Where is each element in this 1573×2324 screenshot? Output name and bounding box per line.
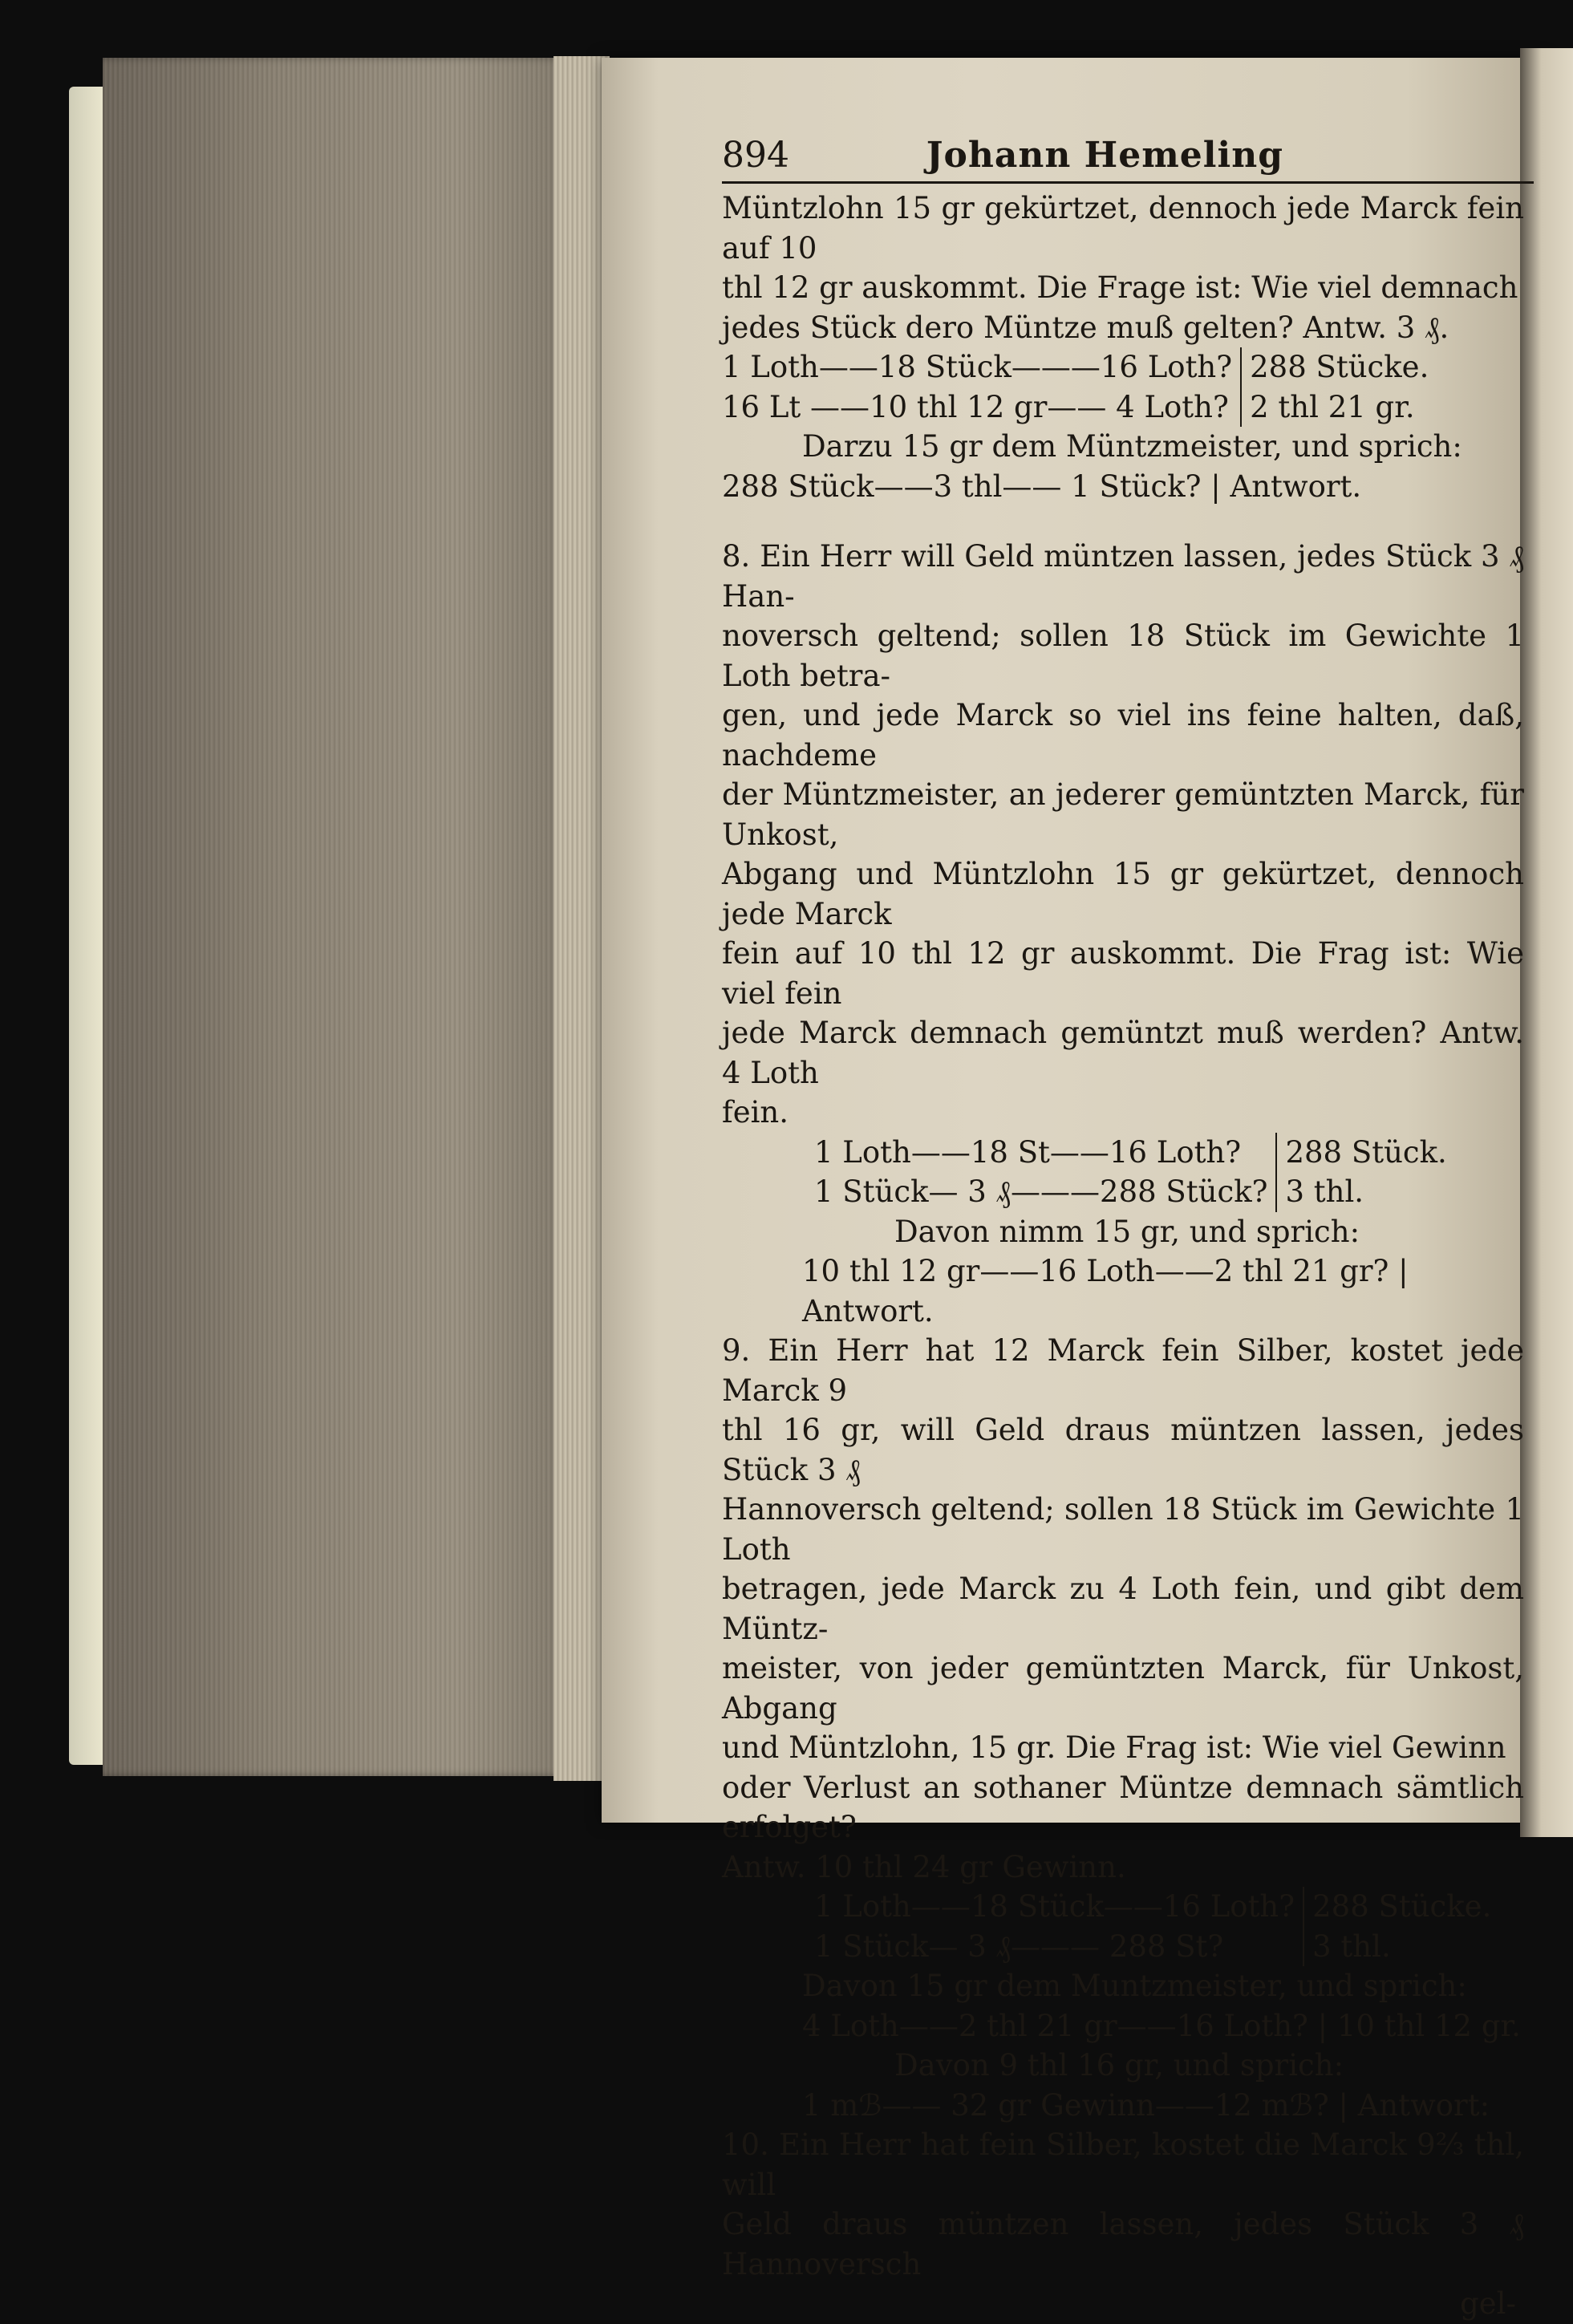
page-header xyxy=(722,136,1524,175)
calc-left: 16 Lt ——10 thl 12 gr—— 4 Loth? xyxy=(722,387,1242,428)
facing-page-gutter xyxy=(1520,48,1573,1837)
text-line: thl 12 gr auskommt. Die Frage ist: Wie viel demnach xyxy=(722,270,1518,305)
calc-result: 2 thl 21 gr. xyxy=(1250,389,1415,424)
problem-8-line: fein auf 10 thl 12 gr auskommt. Die Frag ist: Wie viel fein xyxy=(722,936,1524,1011)
problem-8-line: Abgang und Müntzlohn 15 gr gekürtzet, dennoch jede Marck xyxy=(722,857,1524,931)
calc-result: 3 thl. xyxy=(1312,1929,1391,1964)
text-line: Davon nimm 15 gr, und sprich: xyxy=(894,1214,1360,1249)
calculation-block xyxy=(722,347,1524,427)
text-line: Davon 15 gr dem Muntzmeister, und sprich: xyxy=(802,1969,1467,2003)
problem-8-line: 8. Ein Herr will Geld müntzen lassen, jedes Stück 3 ₰ Han- xyxy=(722,539,1524,614)
problem-9-line: Antw. 10 thl 24 gr Gewinn. xyxy=(722,1849,1126,1884)
calculation-block xyxy=(814,1133,1524,1212)
page-number: 894 xyxy=(722,135,789,176)
text-line: jedes Stück dero Müntze muß gelten? Antw. 3 ₰. xyxy=(722,310,1449,345)
calc-result: 288 Stück. xyxy=(1285,1134,1447,1170)
text-line: Davon 9 thl 16 gr, und sprich: xyxy=(894,2048,1344,2083)
problem-9-line: Hannoversch geltend; sollen 18 Stück im Gewichte 1 Loth xyxy=(722,1492,1524,1567)
problem-10-line: Geld draus müntzen lassen, jedes Stück 3 ₰ Hannoversch xyxy=(722,2207,1524,2281)
problem-9-line: 9. Ein Herr hat 12 Marck fein Silber, kostet jede Marck 9 xyxy=(722,1333,1524,1408)
problem-9-line: betragen, jede Marck zu 4 Loth fein, und gibt dem Müntz- xyxy=(722,1572,1524,1646)
calc-result: 3 thl. xyxy=(1285,1174,1364,1209)
problem-9-line: oder Verlust an sothaner Müntze demnach sämtlich erfolget? xyxy=(722,1770,1524,1844)
header-rule xyxy=(722,181,1534,184)
calc-left: 1 Stück— 3 ₰——— 288 St? xyxy=(814,1927,1304,1967)
problem-8-line: gen, und jede Marck so viel ins feine halten, daß, nachdeme xyxy=(722,698,1524,773)
calc-result: 288 Stücke. xyxy=(1250,350,1429,384)
calc-left: 1 Stück— 3 ₰———288 Stück? xyxy=(814,1172,1277,1212)
text-line: 10 thl 12 gr——16 Loth——2 thl 21 gr? | Antwort. xyxy=(802,1254,1409,1328)
calc-result: 288 Stücke. xyxy=(1312,1889,1492,1924)
text-line: Darzu 15 gr dem Müntzmeister, und sprich: xyxy=(802,429,1462,464)
calc-left: 1 Loth——18 Stück——16 Loth? xyxy=(814,1887,1304,1927)
calc-left: 1 Loth——18 St——16 Loth? xyxy=(814,1133,1277,1173)
text-line: 1 mℬ—— 32 gr Gewinn——12 mℬ? | Antwort: xyxy=(802,2087,1490,2123)
running-title: Johann Hemeling xyxy=(926,135,1283,176)
problem-8-line: noversch geltend; sollen 18 Stück im Gewichte 1 Loth betra- xyxy=(722,619,1524,693)
calculation-block xyxy=(814,1887,1524,1966)
paragraph-gap xyxy=(722,506,1524,537)
problem-8-line: jede Marck demnach gemüntzt muß werden? Antw. 4 Loth xyxy=(722,1016,1524,1090)
problem-8-line: fein. xyxy=(722,1095,789,1130)
text-line: Müntzlohn 15 gr gekürtzet, dennoch jede Marck fein auf 10 xyxy=(722,191,1524,266)
calc-left: 1 Loth——18 Stück———16 Loth? xyxy=(722,347,1242,387)
problem-9-line: und Müntzlohn, 15 gr. Die Frag ist: Wie viel Gewinn xyxy=(722,1730,1506,1765)
problem-9-line: thl 16 gr, will Geld draus müntzen lassen, jedes Stück 3 ₰ xyxy=(722,1413,1524,1487)
text-line: 4 Loth——2 thl 21 gr——16 Loth? | 10 thl 12 gr. xyxy=(802,2008,1521,2043)
problem-9-line: meister, von jeder gemüntzten Marck, für Unkost, Abgang xyxy=(722,1651,1524,1726)
page-text xyxy=(722,136,1524,2324)
catchword: gel- xyxy=(1460,2286,1516,2321)
text-line: 288 Stück——3 thl—— 1 Stück? | Antwort. xyxy=(722,468,1362,504)
problem-8-line: der Müntzmeister, an jederer gemüntzten Marck, für Unkost, xyxy=(722,777,1524,852)
book-fore-edge xyxy=(103,58,608,1776)
problem-10-line: 10. Ein Herr hat fein Silber, kostet die Marck 9⅔ thl, will xyxy=(722,2127,1524,2202)
